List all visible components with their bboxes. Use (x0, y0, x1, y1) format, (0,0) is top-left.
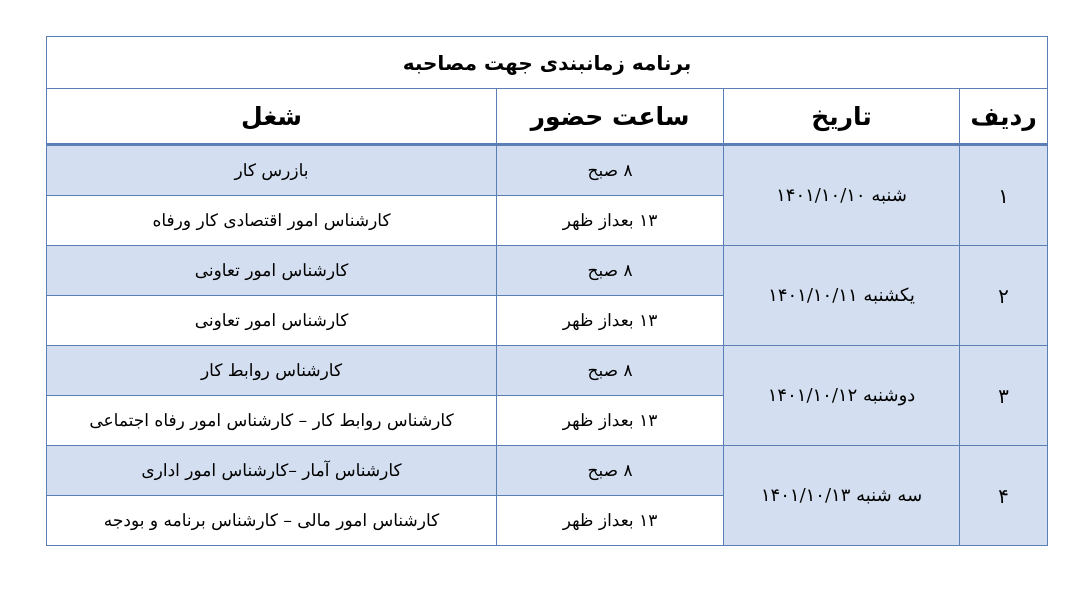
date-cell: یکشنبه ۱۴۰۱/۱۰/۱۱ (724, 246, 960, 346)
header-date: تاریخ (724, 89, 960, 145)
table-row (47, 446, 1048, 496)
time-cell: ۱۳ بعداز ظهر (497, 296, 724, 346)
header-row (47, 89, 1048, 145)
job-cell: کارشناس امور مالی – کارشناس برنامه و بودجه (47, 496, 497, 546)
date-cell: دوشنبه ۱۴۰۱/۱۰/۱۲ (724, 346, 960, 446)
job-cell: کارشناس روابط کار – کارشناس امور رفاه اجتماعی (47, 396, 497, 446)
schedule-container (46, 36, 1047, 546)
row-number-cell: ۳ (960, 346, 1048, 446)
header-row-no: ردیف (960, 89, 1048, 145)
header-time: ساعت حضور (497, 89, 724, 145)
job-cell: بازرس کار (47, 145, 497, 196)
row-number-cell: ۱ (960, 145, 1048, 246)
table-title: برنامه زمانبندی جهت مصاحبه (47, 37, 1048, 89)
table-row (47, 346, 1048, 396)
time-cell: ۱۳ بعداز ظهر (497, 496, 724, 546)
date-cell: شنبه ۱۴۰۱/۱۰/۱۰ (724, 145, 960, 246)
time-cell: ۱۳ بعداز ظهر (497, 196, 724, 246)
title-row (47, 37, 1048, 89)
table-row (47, 246, 1048, 296)
job-cell: کارشناس امور تعاونی (47, 246, 497, 296)
date-cell: سه شنبه ۱۴۰۱/۱۰/۱۳ (724, 446, 960, 546)
time-cell: ۸ صبح (497, 246, 724, 296)
time-cell: ۸ صبح (497, 446, 724, 496)
time-cell: ۸ صبح (497, 346, 724, 396)
time-cell: ۸ صبح (497, 145, 724, 196)
interview-schedule-table (46, 36, 1048, 546)
time-cell: ۱۳ بعداز ظهر (497, 396, 724, 446)
row-number-cell: ۲ (960, 246, 1048, 346)
row-number-cell: ۴ (960, 446, 1048, 546)
job-cell: کارشناس امور اقتصادی کار ورفاه (47, 196, 497, 246)
job-cell: کارشناس امور تعاونی (47, 296, 497, 346)
table-row (47, 145, 1048, 196)
header-job: شغل (47, 89, 497, 145)
job-cell: کارشناس روابط کار (47, 346, 497, 396)
job-cell: کارشناس آمار –کارشناس امور اداری (47, 446, 497, 496)
